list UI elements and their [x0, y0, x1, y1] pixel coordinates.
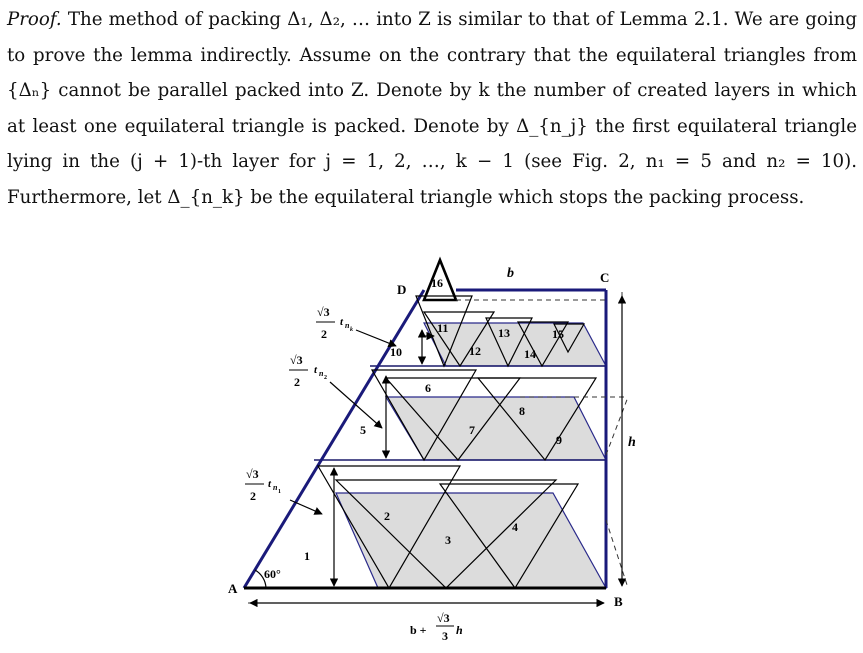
label-h: h: [628, 435, 636, 450]
gap-label-n2: [289, 353, 327, 389]
proof-label: Proof.: [7, 9, 62, 30]
svg-text:2: 2: [324, 375, 327, 381]
svg-text:2: 2: [250, 489, 256, 503]
svg-text:t: t: [268, 478, 272, 490]
number-15: 15: [552, 327, 564, 341]
svg-text:t: t: [314, 364, 318, 376]
svg-text:n: n: [319, 369, 324, 378]
svg-text:2: 2: [294, 375, 300, 389]
svg-text:n: n: [345, 321, 350, 330]
number-1: 1: [304, 549, 310, 563]
bottom-dimension-label: [410, 611, 463, 643]
vertex-D: D: [397, 282, 407, 297]
number-11: 11: [437, 321, 449, 335]
number-10: 10: [390, 345, 402, 359]
number-14: 14: [524, 347, 536, 361]
number-6: 6: [425, 381, 431, 395]
label-b: b: [507, 266, 514, 281]
svg-text:h: h: [456, 623, 463, 637]
gap-label-nk: [316, 305, 353, 341]
number-9: 9: [556, 433, 562, 447]
svg-text:√3: √3: [317, 305, 330, 319]
number-8: 8: [519, 404, 525, 418]
vertex-A: A: [228, 581, 238, 596]
layer3-region: [424, 323, 606, 366]
shaded-regions: [336, 323, 606, 588]
number-16: 16: [431, 276, 443, 290]
number-5: 5: [360, 423, 366, 437]
number-12: 12: [469, 344, 481, 358]
svg-text:3: 3: [442, 629, 448, 643]
svg-text:√3: √3: [246, 467, 259, 481]
svg-text:√3: √3: [437, 611, 450, 625]
svg-text:√3: √3: [290, 353, 303, 367]
svg-text:b +: b +: [410, 623, 427, 637]
vertex-B: B: [614, 594, 623, 609]
layer1-region: [336, 493, 606, 588]
number-4: 4: [512, 520, 518, 534]
number-3: 3: [445, 533, 451, 547]
svg-text:2: 2: [321, 327, 327, 341]
number-2: 2: [384, 509, 390, 523]
number-7: 7: [469, 423, 475, 437]
gap-label-n1: [245, 467, 281, 503]
svg-text:1: 1: [278, 489, 281, 495]
svg-text:n: n: [273, 483, 278, 492]
vertex-C: C: [600, 270, 610, 285]
number-13: 13: [498, 326, 510, 340]
svg-text:t: t: [340, 316, 344, 328]
angle-label: 60°: [264, 567, 281, 581]
proof-body: The method of packing Δ₁, Δ₂, … into Z is similar to that of Lemma 2.1. We are going to prove the lemma indirectly. Assume on the contrary that the equilateral triangles from {Δₙ} cannot be parallel packed into Z. Denote by k the number of created layers in which at least one equilateral triangle is packed. Denote by Δ_{n_j} the first equilateral triangle lying in the (j + 1)-th layer for j = 1, 2, …, k − 1 (see Fig. 2, n₁ = 5 and n₂ = 10). Furthermore, let Δ_{n_k} be the equilateral triangle which stops the packing process.: [7, 9, 857, 208]
svg-text:k: k: [350, 327, 353, 333]
